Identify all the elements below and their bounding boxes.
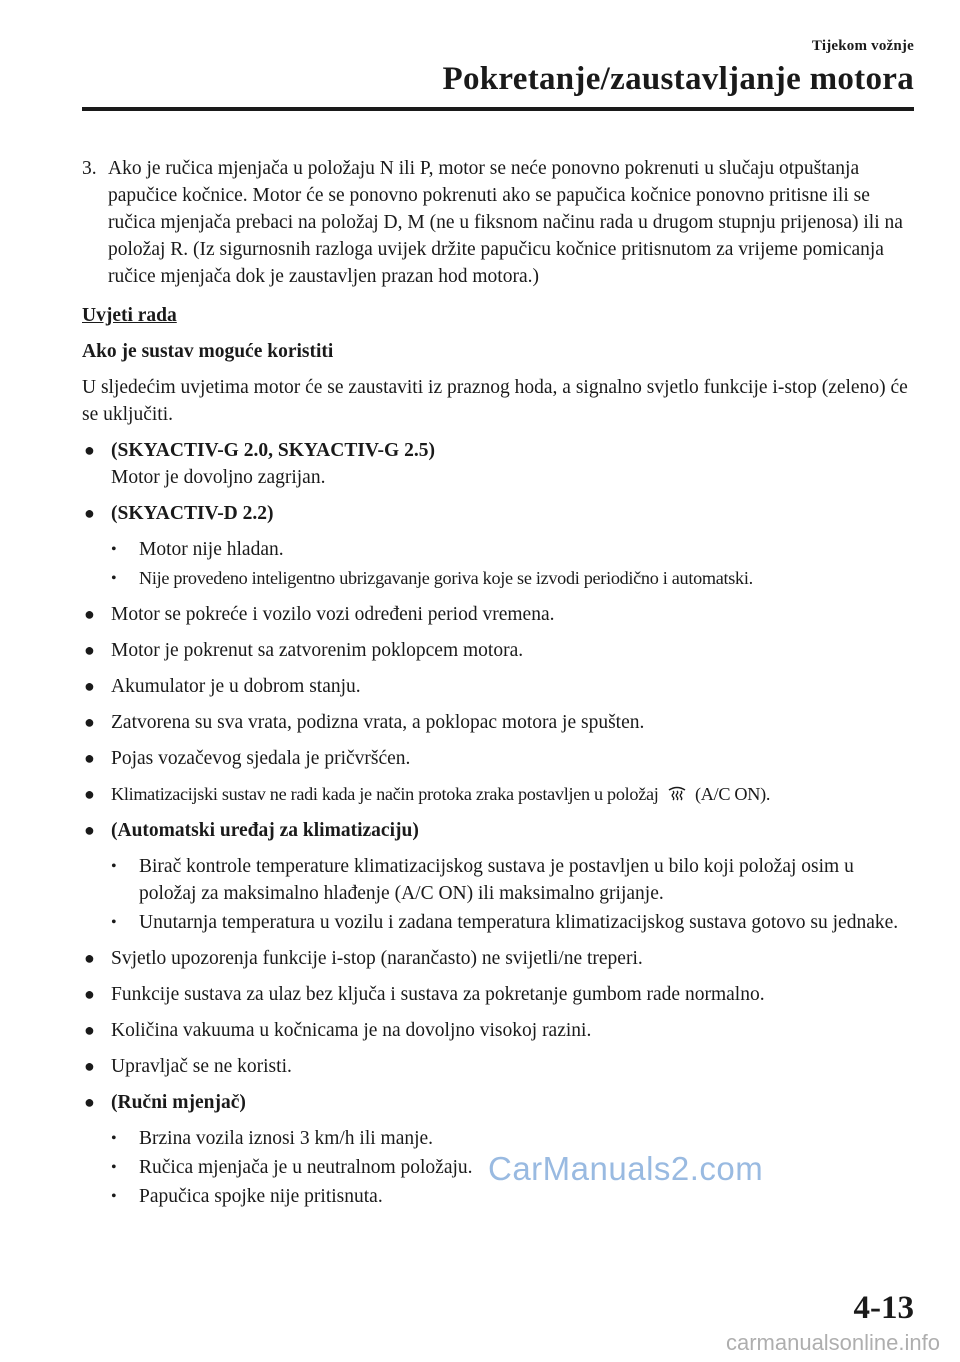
list-item (82, 437, 914, 491)
sub-list-item: • Nije provedeno inteligentno ubrizgavanje goriva koje se izvodi periodično i automatski. (108, 565, 914, 592)
sub-list-item: • Motor nije hladan. (108, 536, 914, 563)
sub-list-item: • Brzina vozila iznosi 3 km/h ili manje. (108, 1125, 914, 1152)
content (82, 155, 914, 1219)
section-label: Tijekom vožnje (811, 38, 914, 54)
list-item (82, 817, 914, 844)
list-item: ● Svjetlo upozorenja funkcije i-stop (narančasto) ne svijetli/ne treperi. (82, 945, 914, 972)
watermark-carmanuals2: CarManuals2.com (488, 1150, 764, 1187)
watermark-carmanualsonline: carmanualsonline.info (725, 1330, 940, 1355)
item-text: Ako je ručica mjenjača u položaju N ili P, motor se neće ponovno pokrenuti u slučaju otpuštanja papučice kočnice. Motor će se ponovno pokrenuti ako se papučica kočnice ponovno pritisne ili se ručica mjenjača prebaci na položaj D, M (ne u fiksnom načinu rada u drugom stupnju prijenosa) ili na položaj R. (Iz sigurnosnih razloga uvijek držite papučicu kočnice pritisnutom za vrijeme pomicanja ručice mjenjača dok je zaustavljen prazan hod motora.) (108, 158, 903, 287)
sub-list-item: • Unutarnja temperatura u vozilu i zadana temperatura klimatizacijskog sustava gotovo su jednake. (108, 909, 914, 936)
list-item: ● Funkcije sustava za ulaz bez ključa i sustava za pokretanje gumbom rade normalno. (82, 981, 914, 1008)
bullet-icon: ● (84, 1020, 95, 1040)
bullet-icon: • (111, 1188, 117, 1205)
bullet-icon: ● (84, 604, 95, 624)
bullet-icon: ● (84, 748, 95, 768)
bullet-icon: • (111, 541, 117, 558)
list-item: ● Akumulator je u dobrom stanju. (82, 673, 914, 700)
list-item: ● Upravljač se ne koristi. (82, 1053, 914, 1080)
bullet-icon: ● (84, 640, 95, 660)
manual-title: (Ručni mjenjač) (111, 1092, 246, 1113)
auto-ac-title: (Automatski uređaj za klimatizaciju) (111, 820, 419, 841)
list-item (82, 1089, 914, 1116)
skyactiv-g-text: Motor je dovoljno zagrijan. (111, 467, 326, 488)
page-title: Pokretanje/zaustavljanje motora (442, 61, 914, 97)
item-number: 3. (82, 158, 97, 179)
bullet-icon: ● (84, 1056, 95, 1076)
bullet-icon: ● (84, 676, 95, 696)
intro-paragraph: U sljedećim uvjetima motor će se zaustaviti iz praznog hoda, a signalno svjetlo funkcije i-stop (zeleno) će se uključiti. (82, 377, 908, 425)
bullet-icon: ● (84, 984, 95, 1004)
list-item (82, 500, 914, 527)
bullet-icon: • (111, 1130, 117, 1147)
windshield-defroster-icon (667, 784, 687, 804)
bullet-icon: • (111, 858, 117, 875)
list-item: ● Količina vakuuma u kočnicama je na dovoljno visokoj razini. (82, 1017, 914, 1044)
bullet-icon: • (111, 914, 117, 931)
sub-list (82, 853, 914, 936)
list-item: ● Motor je pokrenut sa zatvorenim poklopcem motora. (82, 637, 914, 664)
bullet-icon: • (111, 570, 117, 587)
bullet-icon: ● (84, 503, 95, 523)
conditions-heading: Uvjeti rada (82, 305, 177, 326)
bullet-icon: ● (84, 948, 95, 968)
sub-list-item: • Birač kontrole temperature klimatizacijskog sustava je postavljen u bilo koji položaj osim u položaj za maksimalno hlađenje (A/C ON) ili maksimalno grijanje. (108, 853, 914, 907)
list-item: ● Motor se pokreće i vozilo vozi određeni period vremena. (82, 601, 914, 628)
header-divider (82, 107, 914, 111)
bullet-icon: ● (84, 820, 95, 840)
list-item (82, 781, 914, 808)
subheading: Ako je sustav moguće koristiti (82, 341, 334, 362)
skyactiv-g-title: (SKYACTIV-G 2.0, SKYACTIV-G 2.5) (111, 440, 435, 461)
page-number: 4-13 (853, 1290, 914, 1326)
list-item: ● Pojas vozačevog sjedala je pričvršćen. (82, 745, 914, 772)
ac-text-before: Klimatizacijski sustav ne radi kada je način protoka zraka postavljen u položaj (111, 784, 659, 804)
ac-text-after: (A/C ON). (695, 784, 771, 804)
numbered-item-3 (82, 155, 914, 290)
bullet-icon: • (111, 1159, 117, 1176)
page-header (82, 38, 914, 98)
sub-list-item: • Ručica mjenjača je u neutralnom položaju. (108, 1154, 914, 1181)
list-item: ● Zatvorena su sva vrata, podizna vrata, a poklopac motora je spušten. (82, 709, 914, 736)
sub-list (82, 536, 914, 592)
bullet-icon: ● (84, 712, 95, 732)
bullet-icon: ● (84, 440, 95, 460)
bullet-icon: ● (84, 1092, 95, 1112)
bullet-icon: ● (84, 784, 95, 804)
skyactiv-d-title: (SKYACTIV-D 2.2) (111, 503, 274, 524)
sub-list-item: • Papučica spojke nije pritisnuta. (108, 1183, 914, 1210)
